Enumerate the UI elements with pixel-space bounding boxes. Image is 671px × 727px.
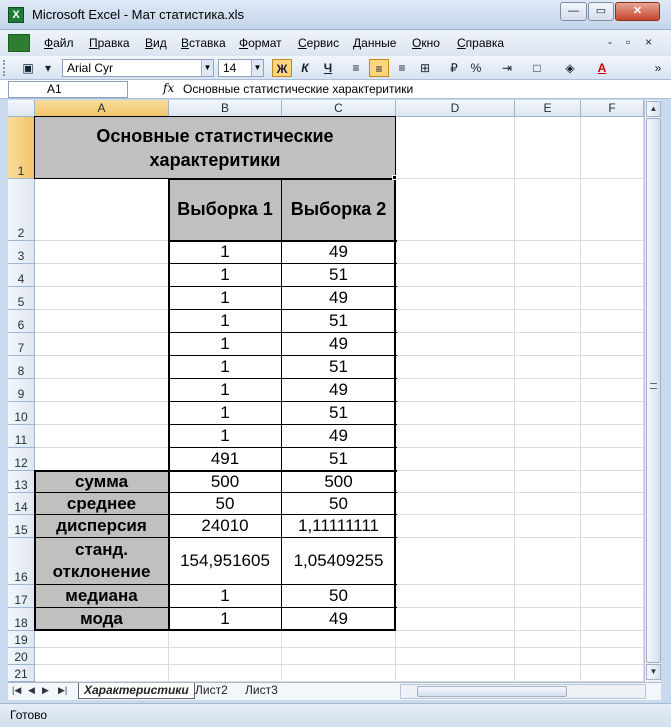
font-name-select[interactable] (62, 59, 214, 77)
tab-characteristics[interactable]: Характеристики (78, 683, 195, 699)
table-divider (35, 537, 397, 538)
font-name-value: Arial Cyr (67, 61, 114, 75)
row-number: 5 (17, 295, 25, 309)
table-cell[interactable]: 50 (215, 493, 235, 513)
table-cell[interactable]: 1 (220, 426, 230, 445)
row-header-20[interactable] (8, 648, 35, 665)
table-divider (169, 332, 397, 333)
row-number: 1 (17, 164, 25, 178)
row-header-16[interactable] (8, 538, 35, 585)
stat-label[interactable]: среднее (35, 493, 168, 514)
minimize-button[interactable]: — (560, 2, 587, 21)
column-header-a[interactable]: A (35, 100, 169, 117)
stat-label[interactable]: сумма (35, 471, 168, 492)
stat-label[interactable]: медиана (35, 585, 168, 607)
fill-handle[interactable] (392, 175, 397, 180)
font-size-select[interactable] (218, 59, 264, 77)
column-header-b[interactable]: B (169, 100, 282, 117)
column-header-f[interactable]: F (581, 100, 644, 117)
table-divider (169, 178, 397, 179)
scroll-down-icon[interactable]: ▼ (646, 664, 661, 680)
tab-sheet2[interactable]: Лист2 (195, 683, 228, 697)
title-bar (0, 0, 671, 30)
indent-icon[interactable]: ⇥ (501, 61, 513, 75)
table-divider (169, 240, 397, 242)
row-header-19[interactable] (8, 631, 35, 648)
row-number: 7 (17, 341, 25, 355)
column-header-d[interactable]: D (396, 100, 515, 117)
workbook-icon[interactable] (8, 34, 30, 52)
table-cell[interactable]: 1 (220, 380, 230, 399)
select-all-corner[interactable] (8, 100, 35, 117)
row-header-21[interactable] (8, 665, 35, 682)
prev-sheet-icon[interactable]: ◀ (28, 685, 35, 695)
row-header-13[interactable] (8, 471, 35, 493)
currency-icon[interactable]: ₽ (450, 61, 458, 75)
align-center-icon[interactable]: ≡ (369, 59, 389, 77)
table-divider (35, 514, 397, 515)
bold-button[interactable]: Ж (272, 59, 292, 77)
table-divider (281, 178, 282, 631)
row-number: 4 (17, 272, 25, 286)
row-number: 18 (14, 616, 28, 630)
italic-button[interactable]: К (301, 61, 309, 75)
table-cell[interactable]: 1 (220, 265, 230, 284)
column-header-c[interactable]: C (282, 100, 396, 117)
table-divider (169, 355, 397, 356)
stat-label[interactable]: мода (35, 608, 168, 630)
table-divider (169, 263, 397, 264)
formula-bar (0, 80, 671, 99)
next-sheet-icon[interactable]: ▶ (42, 685, 49, 695)
table-cell[interactable]: 49 (329, 380, 348, 399)
close-button[interactable]: ✕ (615, 2, 660, 21)
row-number: 19 (14, 633, 28, 647)
menu-view[interactable]: Вид (145, 36, 167, 50)
formula-input[interactable]: Основные статистические характеритики (183, 82, 414, 96)
toolbar-options-icon[interactable]: » (654, 61, 662, 75)
menu-bar (0, 30, 671, 56)
align-left-icon[interactable]: ≡ (352, 61, 360, 75)
sheet-tab-bar (8, 682, 661, 700)
header-sample-1[interactable]: Выборка 1 (169, 179, 281, 240)
table-divider (169, 378, 397, 379)
window-title: Microsoft Excel - Мат статистика.xls (32, 7, 245, 22)
table-cell[interactable]: 491 (210, 449, 240, 468)
row-number: 11 (14, 433, 28, 447)
function-icon[interactable]: fx (163, 81, 175, 95)
status-text: Готово (10, 708, 48, 722)
table-cell[interactable]: 1 (220, 403, 230, 422)
row-header-17[interactable] (8, 585, 35, 608)
row-header-2[interactable] (8, 179, 35, 241)
table-cell[interactable]: 1 (220, 311, 230, 330)
row-header-1[interactable] (8, 117, 35, 179)
table-cell[interactable]: 1,11111111 (298, 516, 379, 535)
row-number: 15 (14, 523, 28, 537)
table-cell[interactable]: 1 (220, 242, 230, 261)
table-cell[interactable]: 24010 (201, 516, 249, 535)
table-cell[interactable]: 49 (329, 426, 348, 445)
gridline (35, 664, 644, 665)
table-divider (169, 401, 397, 402)
row-number: 21 (14, 667, 28, 681)
row-number: 13 (14, 478, 28, 492)
table-cell[interactable]: 1,05409255 (293, 551, 384, 570)
menu-file[interactable]: Файл (44, 36, 74, 50)
fill-color-icon[interactable]: ◈ (565, 61, 575, 75)
row-header-8[interactable] (8, 356, 35, 379)
table-cell[interactable]: 51 (329, 403, 348, 422)
row-number: 20 (14, 650, 28, 664)
table-cell[interactable]: 1 (220, 357, 230, 376)
table-cell[interactable]: 154,951605 (180, 551, 270, 570)
row-header-7[interactable] (8, 333, 35, 356)
status-bar (0, 703, 671, 727)
spreadsheet-grid[interactable] (8, 100, 644, 682)
table-cell[interactable]: 1 (220, 288, 230, 307)
chevron-down-icon[interactable]: ▼ (251, 60, 263, 76)
row-header-10[interactable] (8, 402, 35, 425)
percent-button[interactable]: % (470, 61, 482, 75)
row-number: 14 (14, 500, 28, 514)
column-header-e[interactable]: E (515, 100, 581, 117)
gridline (580, 117, 581, 682)
table-cell[interactable]: 49 (329, 242, 348, 261)
table-divider (35, 607, 397, 608)
table-divider (35, 584, 397, 585)
row-header-15[interactable] (8, 515, 35, 538)
stat-label[interactable]: станд. отклонение (35, 538, 168, 584)
row-header-11[interactable] (8, 425, 35, 448)
menu-data[interactable]: Данные (353, 36, 397, 50)
row-number: 9 (17, 387, 25, 401)
save-icon[interactable]: ▣ (22, 61, 34, 75)
gridline (35, 647, 644, 648)
vertical-scrollbar[interactable] (644, 100, 661, 682)
font-size-value: 14 (223, 61, 237, 75)
borders-icon[interactable]: □ (533, 61, 541, 75)
stat-label[interactable]: дисперсия (35, 515, 168, 537)
table-divider (169, 424, 397, 425)
menu-edit[interactable]: Правка (89, 36, 130, 50)
row-number: 6 (17, 318, 25, 332)
row-header-9[interactable] (8, 379, 35, 402)
row-header-5[interactable] (8, 287, 35, 310)
dropdown-icon[interactable]: ▾ (44, 61, 52, 75)
maximize-button[interactable]: ▭ (588, 2, 614, 21)
doc-minimize-button[interactable]: - (608, 35, 612, 49)
font-color-icon[interactable]: A (597, 61, 607, 75)
table-divider (169, 447, 397, 448)
title-cell[interactable]: Основные статистические характеритики (35, 117, 395, 178)
row-header-14[interactable] (8, 493, 35, 515)
scroll-thumb[interactable] (646, 118, 661, 663)
chevron-down-icon[interactable]: ▼ (201, 60, 213, 76)
table-divider (169, 309, 397, 310)
menu-format[interactable]: Формат (239, 36, 282, 50)
row-number: 16 (14, 570, 28, 584)
gridline (395, 117, 396, 682)
table-cell[interactable]: 51 (329, 265, 348, 284)
table-cell[interactable]: 50 (329, 493, 348, 513)
header-sample-2[interactable]: Выборка 2 (282, 179, 395, 240)
row-number: 12 (14, 456, 28, 470)
row-number: 10 (14, 410, 28, 424)
row-header-12[interactable] (8, 448, 35, 471)
align-right-icon[interactable]: ≡ (398, 61, 406, 75)
row-number: 3 (17, 249, 25, 263)
row-number: 17 (14, 593, 28, 607)
doc-close-button[interactable]: × (645, 35, 653, 49)
merge-center-icon[interactable]: ⊞ (419, 61, 431, 75)
horizontal-scroll-thumb[interactable] (417, 686, 567, 697)
row-header-3[interactable] (8, 241, 35, 264)
menu-window[interactable]: Окно (412, 36, 440, 50)
table-cell[interactable]: 500 (210, 471, 240, 491)
row-header-18[interactable] (8, 608, 35, 631)
table-cell[interactable]: 51 (329, 449, 348, 468)
gridline (514, 117, 515, 682)
table-cell[interactable]: 51 (329, 357, 348, 376)
menu-insert[interactable]: Вставка (181, 36, 226, 50)
table-cell[interactable]: 1 (220, 334, 230, 353)
table-divider (35, 492, 397, 493)
menu-help[interactable]: Справка (457, 36, 505, 50)
menu-tools[interactable]: Сервис (298, 36, 340, 50)
table-cell[interactable]: 49 (329, 334, 348, 353)
tab-sheet3[interactable]: Лист3 (245, 683, 278, 697)
table-cell[interactable]: 1 (220, 586, 230, 605)
first-sheet-icon[interactable]: |◀ (12, 685, 22, 695)
table-cell[interactable]: 49 (329, 288, 348, 307)
row-header-6[interactable] (8, 310, 35, 333)
table-cell[interactable]: 500 (324, 471, 353, 491)
row-number: 2 (17, 226, 25, 240)
excel-icon[interactable]: X (8, 7, 24, 23)
table-cell[interactable]: 49 (329, 609, 348, 628)
table-cell[interactable]: 50 (329, 586, 348, 605)
table-cell[interactable]: 51 (329, 311, 348, 330)
horizontal-scrollbar[interactable] (400, 684, 646, 699)
scroll-up-icon[interactable]: ▲ (646, 101, 661, 117)
row-header-4[interactable] (8, 264, 35, 287)
table-divider (169, 286, 397, 287)
table-divider (35, 470, 397, 472)
table-cell[interactable]: 1 (220, 609, 230, 628)
last-sheet-icon[interactable]: ▶| (58, 685, 68, 695)
doc-restore-button[interactable]: ▫ (626, 35, 631, 49)
toolbar-grip[interactable] (3, 60, 6, 76)
gridline (35, 630, 644, 631)
formatting-toolbar (0, 56, 671, 80)
name-box[interactable]: A1 (8, 81, 128, 98)
row-number: 8 (17, 364, 25, 378)
underline-button[interactable]: Ч (323, 61, 333, 75)
